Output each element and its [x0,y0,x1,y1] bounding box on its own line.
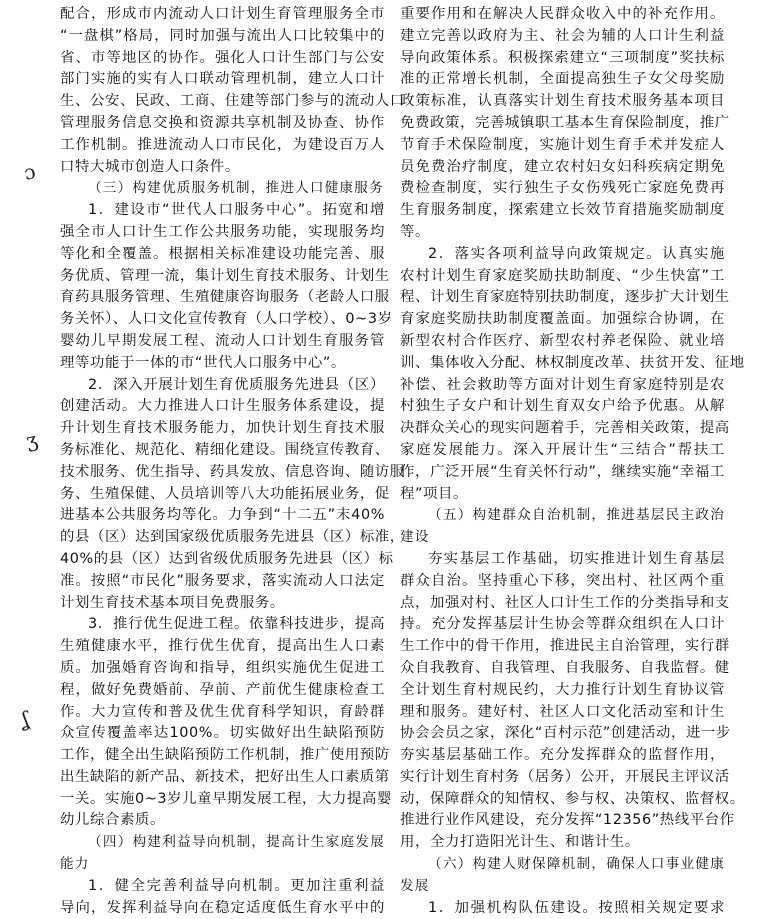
paragraph-line: 持。充分发挥基层计生协会等群众组织在人口计 [400,616,725,633]
paragraph-line: 政策标准，认真落实计划生育技术服务基本项目 [400,93,725,110]
paragraph-line: 员免费治疗制度，建立农村妇女妇科疾病定期免 [400,158,725,175]
paragraph-line: 强全市人口计生工作公共服务功能，实现服务均 [60,223,385,240]
paragraph-line: 免费政策，完善城镇职工基本生育保险制度，推广 [400,114,730,131]
paragraph-line: 婴幼儿早期发展工程、流动人口计划生育服务管 [60,332,385,349]
paragraph-line: 补偿、社会救助等方面对计划生育家庭特别是农 [400,376,725,393]
handwritten-margin-mark: ʒ [23,427,40,453]
paragraph-line: 点，加强对村、社区人口计生工作的分类指导和支 [400,594,730,611]
paragraph-line: 管理服务信息交换和资源共享机制及协查、协作 [60,114,385,131]
paragraph-line: 等。 [400,223,430,240]
paragraph-line: 务标准化、规范化、精细化建设。围绕宣传教育、 [60,441,390,458]
right-text-column [400,4,745,919]
paragraph-line: 等化和全覆盖。根据相关标准建设功能完善、服 [60,245,385,262]
paragraph-line: 育药具服务管理、生殖健康咨询服务（老龄人口服 [60,289,390,306]
paragraph-line: 生、公安、民政、工商、住建等部门参与的流动人口 [60,93,405,110]
paragraph-line: 的县（区）达到国家级优质服务先进县（区）标准， [60,529,405,546]
section-heading-line: 建设 [400,529,430,546]
paragraph-line: 务关怀）、人口文化宣传教育（人口学校）、0~3岁 [60,311,393,328]
paragraph-first-line: 1．健全完善利益导向机制。更加注重利益 [88,877,385,894]
section-heading-line: （六）构建人财保障机制，确保人口事业健康 [428,856,725,873]
paragraph-line: 配合，形成市内流动人口计划生育管理服务全市 [60,6,385,22]
paragraph-line: 一关。实施0~3岁儿童早期发展工程，大力提高婴 [60,790,392,807]
handwritten-margin-mark: ʆ [19,706,31,732]
paragraph-line: 训、集体收入分配、林权制度改革、扶贫开发、征地 [400,354,745,371]
paragraph-line: 幼儿综合素质。 [60,812,165,829]
paragraph-line: 动，保障群众的知情权、参与权、决策权、监督权。 [400,790,745,807]
paragraph-first-line: 2．深入开展计划生育优质服务先进县（区） [88,376,385,393]
paragraph-line: 质。加强婚育咨询和指导，组织实施优生促进工 [60,659,385,676]
paragraph-line: 重要作用和在解决人民群众收入中的补充作用。 [400,6,725,22]
paragraph-line: 务、生殖保健、人员培训等八大功能拓展业务，促 [60,485,390,502]
paragraph-line: 节育手术保险制度，实施计划生育手术并发症人 [400,136,725,153]
section-heading-line: （四）构建利益导向机制，提高计生家庭发展 [88,834,385,851]
paragraph-line: 建立完善以政府为主、社会为辅的人口计生利益 [400,27,725,44]
paragraph-line: 程、计划生育家庭特别扶助制度，逐步扩大计划生 [400,289,730,306]
paragraph-line: 导向政策体系。积极探索建立“三项制度”奖扶标 [400,49,725,66]
paragraph-line: 工作机制。推进流动人口市民化，为建设百万人 [60,136,385,153]
paragraph-line: 协会会员之家，深化“百村示范”创建活动，进一步 [400,725,731,742]
paragraph-first-line: 1．加强机构队伍建设。按照相关规定要求 [428,899,725,916]
paragraph-line: 作，广泛开展“生育关怀行动”，继续实施“幸福工 [400,463,725,480]
paragraph-line: 育家庭奖励扶助制度覆盖面。加强综合协调，在 [400,311,725,328]
paragraph-line: 众自我教育、自我管理、自我服务、自我监督。健 [400,659,730,676]
paragraph-line: 创建活动。大力推进人口计生服务体系建设，提 [60,398,385,415]
paragraph-line: 准的正常增长机制，全面提高独生子女父母奖励 [400,71,725,88]
paragraph-line: 升计划生育技术服务能力，加快计划生育技术服 [60,420,385,437]
paragraph-line: 推进行业作风建设，充分发挥“12356”热线平台作 [400,812,735,829]
left-text-column [60,4,405,919]
section-heading-line: 能力 [60,856,90,873]
handwritten-margin-mark: ɔ [21,159,38,185]
paragraph-line: “一盘棋”格局，同时加强与流出人口比较集中的 [60,27,385,44]
paragraph-line: 群众自治。坚持重心下移，突出村、社区两个重 [400,572,725,589]
paragraph-line: 程，做好免费婚前、孕前、产前优生健康检查工 [60,681,385,698]
paragraph-line: 技术服务、优生指导、药具发放、信息咨询、随访服 [60,463,405,480]
paragraph-line: 全计划生育村规民约，大力推行计划生育协议管 [400,681,725,698]
section-heading-line: （三）构建优质服务机制，推进人口健康服务 [88,180,384,197]
paragraph-line: 用，全力打造阳光计生、和谐计生。 [400,834,640,851]
section-heading-line: 发展 [400,877,430,894]
paragraph-line: 生工作中的骨干作用，推进民主自治管理，实行群 [400,638,730,655]
paragraph-line: 省、市等地区的协作。强化人口计生部门与公安 [60,49,385,66]
paragraph-first-line: 3．推行优生促进工程。依靠科技进步，提高 [88,616,385,633]
paragraph-line: 农村计划生育家庭奖励扶助制度、“少生快富”工 [400,267,725,284]
paragraph-line: 新型农村合作医疗、新型农村养老保险、就业培 [400,332,725,349]
paragraph-line: 口特大城市创造人口条件。 [60,158,240,175]
paragraph-line: 进基本公共服务均等化。力争到“十二五”末40% [60,507,385,524]
paragraph-first-line: 2．落实各项利益导向政策规定。认真实施 [428,245,725,262]
paragraph-line: 务优质、管理一流，集计划生育技术服务、计划生 [60,267,390,284]
paragraph-line: 40%的县（区）达到省级优质服务先进县（区）标 [60,550,394,567]
paragraph-line: 村独生子女户和计划生育双女户给予优惠。从解 [400,398,725,415]
paragraph-line: 部门实施的实有人口联动管理机制，建立人口计 [60,71,385,88]
section-heading-line: （五）构建群众自治机制，推进基层民主政治 [428,507,725,524]
paragraph-line: 程”项目。 [400,485,469,502]
paragraph-line: 实行计划生育村务（居务）公开，开展民主评议活 [400,768,730,785]
paragraph-line: 准。按照“市民化”服务要求，落实流动人口法定 [60,572,385,589]
paragraph-line: 夯实基层基础工作。充分发挥群众的监督作用， [400,747,725,764]
paragraph-line: 生殖健康水平，推行优生优育，提高出生人口素 [60,638,385,655]
paragraph-first-line: 1．建设市“世代人口服务中心”。拓宽和增 [88,202,385,219]
paragraph-line: 作。大力宣传和普及优生优育科学知识，育龄群 [60,703,385,720]
paragraph-line: 费检查制度，实行独生子女伤残死亡家庭免费再 [400,180,725,197]
paragraph-line: 出生缺陷的新产品、新技术，把好出生人口素质第 [60,768,390,785]
paragraph-line: 生育服务制度，探索建立长效节育措施奖励制度 [400,202,725,219]
paragraph-line: 家庭发展能力。深入开展计生“三结合”帮扶工 [400,441,725,458]
paragraph-line: 决群众关心的现实问题着手，完善相关政策，提高 [400,420,730,437]
paragraph-line: 理和服务。建好村、社区人口文化活动室和计生 [400,703,725,720]
paragraph-line: 计划生育技术基本项目免费服务。 [60,594,285,611]
paragraph-line: 导向，发挥利益导向在稳定适度低生育水平中的 [60,899,385,916]
paragraph-line: 理等功能于一体的市“世代人口服务中心”。 [60,354,346,371]
paragraph-line: 众宣传覆盖率达100%。切实做好出生缺陷预防 [60,725,385,742]
paragraph-line: 工作，健全出生缺陷预防工作机制，推广使用预防 [60,747,390,764]
paragraph-first-line: 夯实基层工作基础，切实推进计划生育基层 [428,550,725,567]
